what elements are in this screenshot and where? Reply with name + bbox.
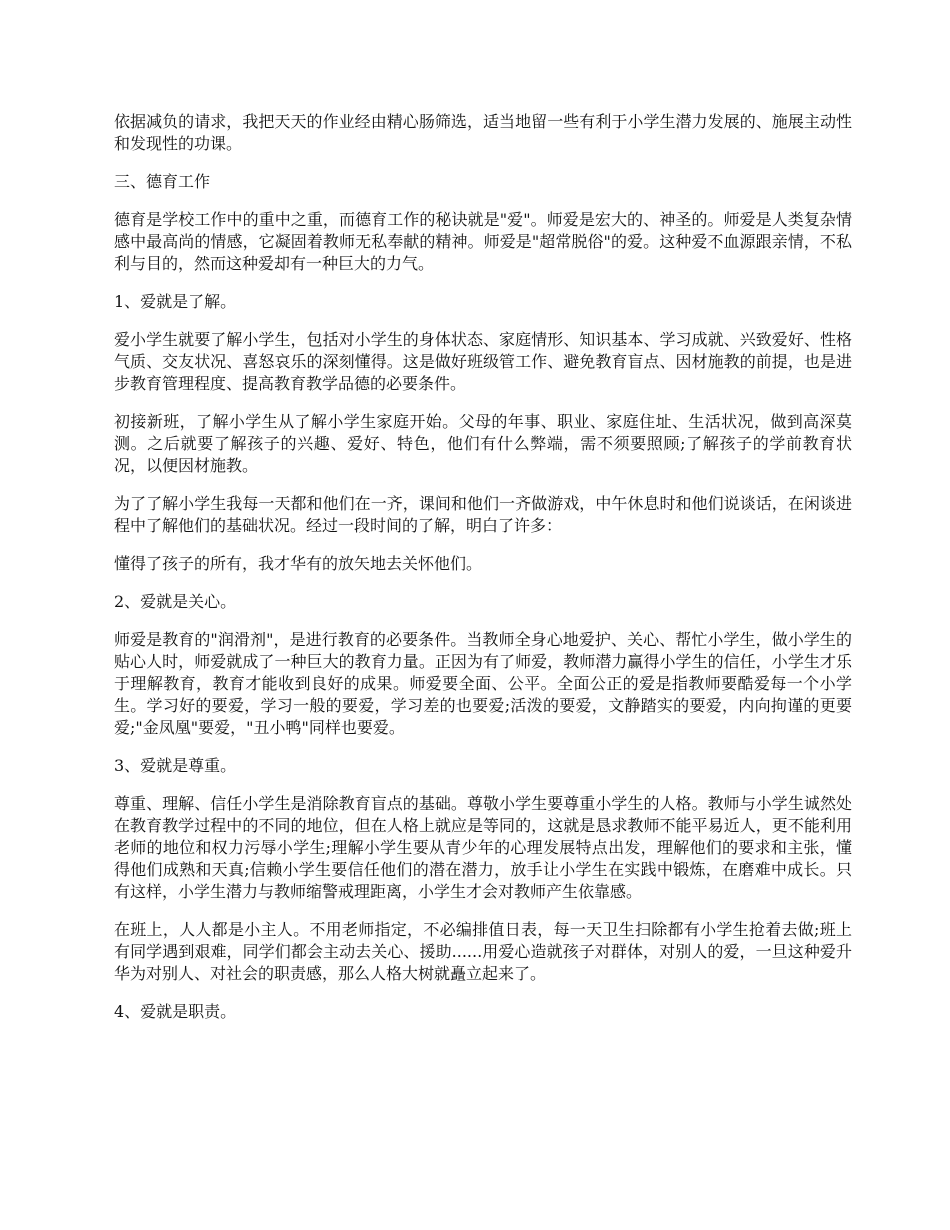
paragraph-daily-contact: 为了了解小学生我每一天都和他们在一齐，课间和他们一齐做游戏，中午休息时和他们说谈话，在闲谈进程中了解他们的基础状况。经过一段时间的了解，明白了许多： <box>114 494 852 535</box>
paragraph-understand-students: 爱小学生就要了解小学生，包括对小学生的身体状态、家庭情形、知识基本、学习成就、兴致爱好、性格气质、交友状况、喜怒哀乐的深刻懂得。这是做好班级管工作、避免教育盲点、因材施教的前提，也是进步教育管理程度、提高教育教学品德的必要条件。 <box>114 330 852 393</box>
paragraph-teacher-love: 德育是学校工作中的重中之重，而德育工作的秘诀就是"爱"。师爱是宏大的、神圣的。师爱是人类复杂情感中最高尚的情感，它凝固着教师无私奉献的精神。师爱是"超常脱俗"的爱。这种爱不血源跟亲情，不私利与目的，然而这种爱却有一种巨大的力气。 <box>114 210 852 273</box>
paragraph-lubricant: 师爱是教育的"润滑剂"，是进行教育的必要条件。当教师全身心地爱护、关心、帮忙小学生，做小学生的贴心人时，师爱就成了一种巨大的教育力量。正因为有了师爱，教师潜力赢得小学生的信任，小学生才乐于理解教育，教育才能收到良好的成果。师爱要全面、公平。全面公正的爱是指教师要酷爱每一个小学生。学习好的要爱，学习一般的要爱，学习差的也要爱;活泼的要爱，文静踏实的要爱，内向拘谨的更要爱;"金凤凰"要爱，"丑小鸭"同样也要爱。 <box>114 630 852 737</box>
document-page <box>114 111 852 1039</box>
paragraph-class-owners: 在班上，人人都是小主人。不用老师指定，不必编排值日表，每一天卫生扫除都有小学生抢着去做;班上有同学遇到艰难，同学们都会主动去关心、援助......用爱心造就孩子对群体，对别人的爱，一旦这种爱升华为对别人、对社会的职责感，那么人格大树就矗立起来了。 <box>114 920 852 983</box>
subheading-love-is-care: 2、爱就是关心。 <box>114 592 237 611</box>
section-heading-moral-education: 三、德育工作 <box>114 172 211 191</box>
paragraph-workload: 依据减负的请求，我把天天的作业经由精心肠筛选，适当地留一些有利于小学生潜力发展的、施展主动性和发现性的功课。 <box>114 112 852 153</box>
paragraph-respect-students: 尊重、理解、信任小学生是消除教育盲点的基础。尊敬小学生要尊重小学生的人格。教师与小学生诚然处在教育教学过程中的不同的地位，但在人格上就应是等同的，这就是恳求教师不能平易近人，更不能利用老师的地位和权力污辱小学生;理解小学生要从青少年的心理发展特点出发，理解他们的要求和主张，懂得他们成熟和天真;信赖小学生要信任他们的潜在潜力，放手让小学生在实践中锻炼，在磨难中成长。只有这样，小学生潜力与教师缩警戒理距离，小学生才会对教师产生依靠感。 <box>114 794 852 901</box>
subheading-love-is-understanding: 1、爱就是了解。 <box>114 292 237 311</box>
subheading-love-is-duty: 4、爱就是职责。 <box>114 1002 237 1021</box>
paragraph-know-children: 懂得了孩子的所有，我才华有的放矢地去关怀他们。 <box>114 554 483 573</box>
subheading-love-is-respect: 3、爱就是尊重。 <box>114 756 237 775</box>
paragraph-new-class: 初接新班，了解小学生从了解小学生家庭开始。父母的年事、职业、家庭住址、生活状况，做到高深莫测。之后就要了解孩子的兴趣、爱好、特色，他们有什么弊端，需不须要照顾;了解孩子的学前教育状况，以便因材施教。 <box>114 412 852 475</box>
